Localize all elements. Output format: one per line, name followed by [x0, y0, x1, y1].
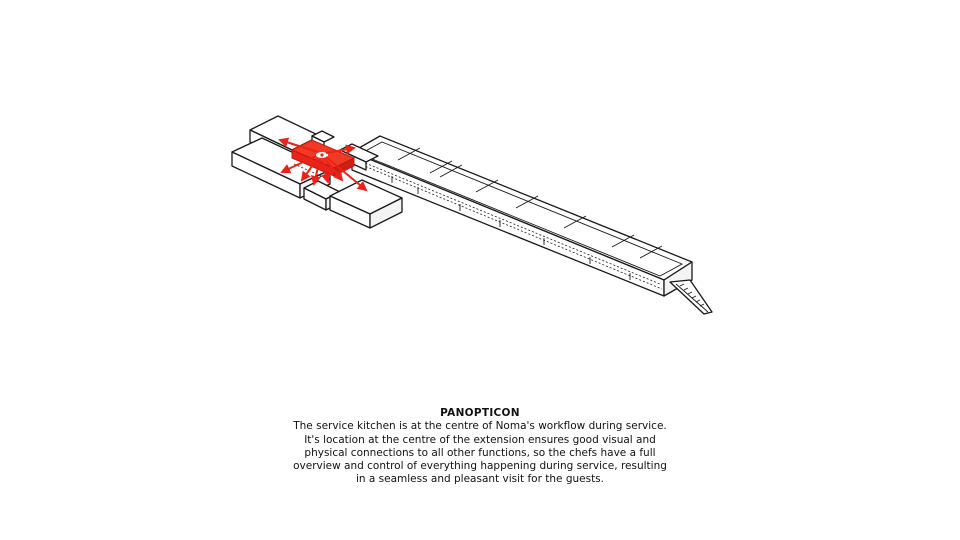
caption-line: overview and control of everything happening during service, resulting: [293, 460, 667, 473]
caption-line: The service kitchen is at the centre of Noma's workflow during service.: [293, 420, 667, 433]
caption-line: in a seamless and pleasant visit for the guests.: [355, 473, 604, 486]
caption-line: physical connections to all other functions, so the chefs have a full: [304, 446, 656, 459]
end-ramp-stair: [670, 280, 712, 314]
caption-title: PANOPTICON: [440, 407, 520, 419]
caption-line: It's location at the centre of the extension ensures good visual and: [304, 433, 656, 446]
diagram-caption: [280, 407, 680, 487]
long-extension-wing: [352, 136, 692, 296]
